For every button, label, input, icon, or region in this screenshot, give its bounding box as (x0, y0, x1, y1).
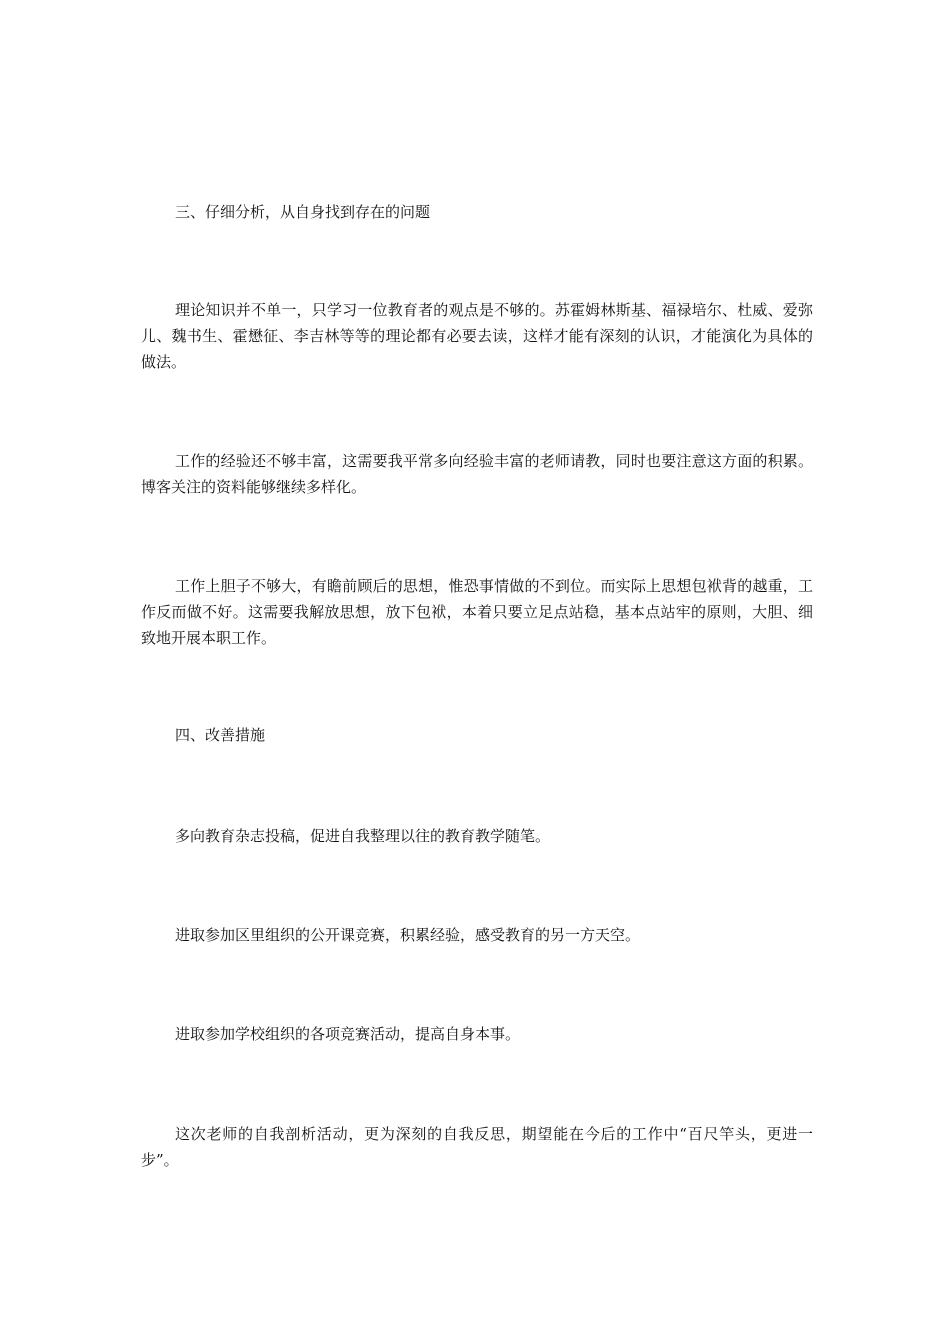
paragraph-open-class: 进取参加区里组织的公开课竞赛，积累经验，感受教育的另一方天空。 (175, 926, 641, 944)
section-heading-measures: 四、改善措施 (175, 726, 266, 744)
paragraph-submit-articles: 多向教育杂志投稿，促进自我整理以往的教育教学随笔。 (175, 827, 551, 845)
paragraph-experience: 工作的经验还不够丰富，这需要我平常多向经验丰富的老师请教，同时也要注意这方面的积累。博客关注的资料能够继续多样化。 (141, 452, 813, 496)
paragraph-theory: 理论知识并不单一，只学习一位教育者的观点是不够的。苏霍姆林斯基、福禄培尔、杜威、爱弥儿、魏书生、霍懋征、李吉林等等的理论都有必要去读，这样才能有深刻的认识，才能演化为具体的做法。 (141, 301, 813, 371)
section-heading-problems: 三、仔细分析，从自身找到存在的问题 (175, 203, 431, 221)
paragraph-school-contests: 进取参加学校组织的各项竞赛活动，提高自身本事。 (175, 1025, 521, 1043)
paragraph-conclusion: 这次老师的自我剖析活动，更为深刻的自我反思，期望能在今后的工作中“百尺竿头，更进一步”。 (141, 1125, 813, 1169)
paragraph-courage: 工作上胆子不够大，有瞻前顾后的思想，惟恐事情做的不到位。而实际上思想包袱背的越重，工作反而做不好。这需要我解放思想，放下包袱，本着只要立足点站稳，基本点站牢的原则，大胆、细致地开展本职工作。 (141, 577, 813, 647)
